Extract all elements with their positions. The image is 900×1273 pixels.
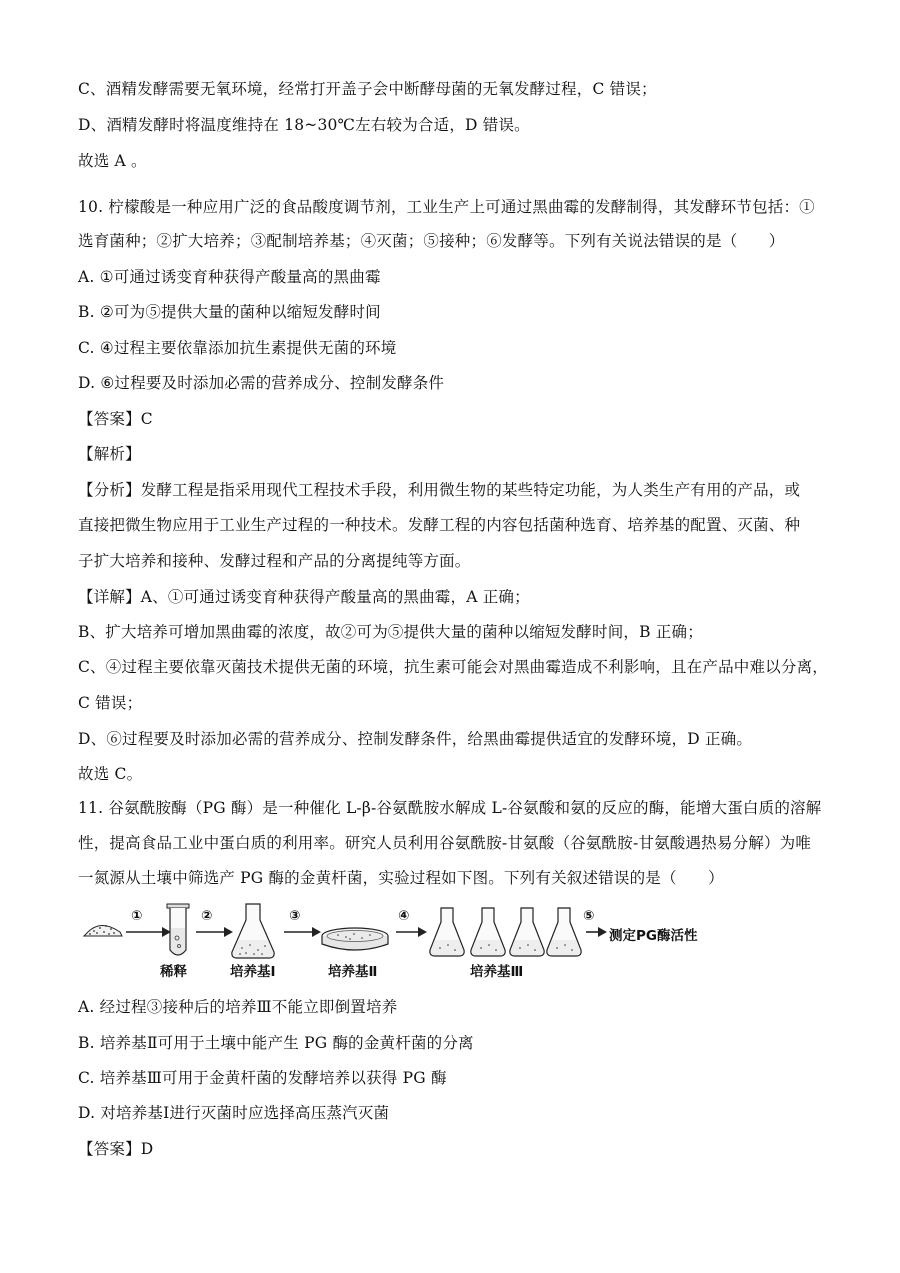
medium-2-label: 培养基Ⅱ bbox=[328, 964, 378, 980]
question-11-stem: 性，提高食品工业中蛋白质的利用率。研究人员利用谷氨酰胺-甘氨酸（谷氨酰胺-甘氨酸遇热易分解）为唯 bbox=[78, 834, 812, 852]
step-1-label: ① bbox=[131, 908, 143, 924]
detail-text: 【详解】A、①可通过诱变育种获得产酸量高的黑曲霉，A 正确； bbox=[78, 588, 530, 606]
analysis-text: 直接把微生物应用于工业生产过程的一种技术。发酵工程的内容包括菌种选育、培养基的配置、灭菌、种 bbox=[78, 516, 801, 534]
question-10-stem: 10. 柠檬酸是一种应用广泛的食品酸度调节剂，工业生产上可通过黑曲霉的发酵制得，其发酵环节包括：① bbox=[78, 198, 815, 216]
test-tube-icon bbox=[167, 904, 189, 955]
option-c: C. ④过程主要依靠添加抗生素提供无菌的环境 bbox=[78, 339, 397, 357]
detail-text: C 错误； bbox=[78, 694, 143, 712]
detail-text: B、扩大培养可增加黑曲霉的浓度，故②可为⑤提供大量的菌种以缩短发酵时间，B 正确； bbox=[78, 623, 703, 641]
option-b: B. ②可为⑤提供大量的菌种以缩短发酵时间 bbox=[78, 303, 381, 321]
dilution-label: 稀释 bbox=[160, 964, 187, 980]
detail-text: D、⑥过程要及时添加必需的营养成分、控制发酵条件，给黑曲霉提供适宜的发酵环境，D 正确。 bbox=[78, 730, 753, 748]
step-4-label: ④ bbox=[398, 908, 410, 924]
medium-1-label: 培养基Ⅰ bbox=[230, 964, 276, 980]
option-a: A. 经过程③接种后的培养Ⅲ不能立即倒置培养 bbox=[78, 998, 398, 1016]
step-3-label: ③ bbox=[289, 908, 301, 924]
option-a: A. ①可通过诱变育种获得产酸量高的黑曲霉 bbox=[78, 268, 381, 286]
answer-label: 【答案】D bbox=[78, 1140, 154, 1158]
question-11-stem: 一氮源从土壤中筛选产 PG 酶的金黄杆菌，实验过程如下图。下列有关叙述错误的是（ ） bbox=[78, 869, 724, 887]
step-5-label: ⑤ bbox=[583, 908, 595, 924]
flask-medium-3-icon bbox=[510, 908, 544, 956]
answer-label: 【答案】C bbox=[78, 410, 153, 428]
flask-medium-3-icon bbox=[547, 908, 581, 956]
end-label: 测定PG酶活性 bbox=[609, 928, 698, 944]
option-c: C. 培养基Ⅲ可用于金黄杆菌的发酵培养以获得 PG 酶 bbox=[78, 1069, 447, 1087]
flask-medium-3-icon bbox=[430, 908, 464, 956]
experiment-diagram bbox=[80, 902, 740, 982]
conclusion: 故选 C。 bbox=[78, 765, 143, 783]
analysis-text: 子扩大培养和接种、发酵过程和产品的分离提纯等方面。 bbox=[78, 552, 471, 570]
option-d: D. 对培养基Ⅰ进行灭菌时应选择高压蒸汽灭菌 bbox=[78, 1104, 390, 1122]
analysis-text: 【分析】发酵工程是指采用现代工程技术手段，利用微生物的某些特定功能，为人类生产有用的产品，或 bbox=[78, 481, 801, 499]
option-b: B. 培养基Ⅱ可用于土壤中能产生 PG 酶的金黄杆菌的分离 bbox=[78, 1034, 474, 1052]
flask-medium-3-icon bbox=[471, 908, 505, 956]
petri-dish-icon bbox=[322, 928, 388, 950]
analysis-label: 【解析】 bbox=[78, 445, 141, 463]
question-10-stem: 选育菌种；②扩大培养；③配制培养基；④灭菌；⑤接种；⑥发酵等。下列有关说法错误的是（ ） bbox=[78, 232, 785, 250]
question-11-stem: 11. 谷氨酰胺酶（PG 酶）是一种催化 L-β-谷氨酰胺水解成 L-谷氨酸和氨的反应的酶，能增大蛋白质的溶解 bbox=[78, 799, 822, 817]
text-line: C、酒精发酵需要无氧环境，经常打开盖子会中断酵母菌的无氧发酵过程，C 错误； bbox=[78, 80, 657, 98]
flask-medium-1-icon bbox=[232, 904, 274, 958]
detail-text: C、④过程主要依靠灭菌技术提供无菌的环境，抗生素可能会对黑曲霉造成不利影响，且在产品中难以分离， bbox=[78, 658, 828, 676]
step-2-label: ② bbox=[201, 908, 213, 924]
medium-3-label: 培养基Ⅲ bbox=[470, 964, 524, 980]
text-line: 故选 A 。 bbox=[78, 152, 147, 170]
soil-icon bbox=[84, 925, 122, 936]
text-line: D、酒精发酵时将温度维持在 18~30℃左右较为合适，D 错误。 bbox=[78, 116, 530, 134]
option-d: D. ⑥过程要及时添加必需的营养成分、控制发酵条件 bbox=[78, 374, 445, 392]
